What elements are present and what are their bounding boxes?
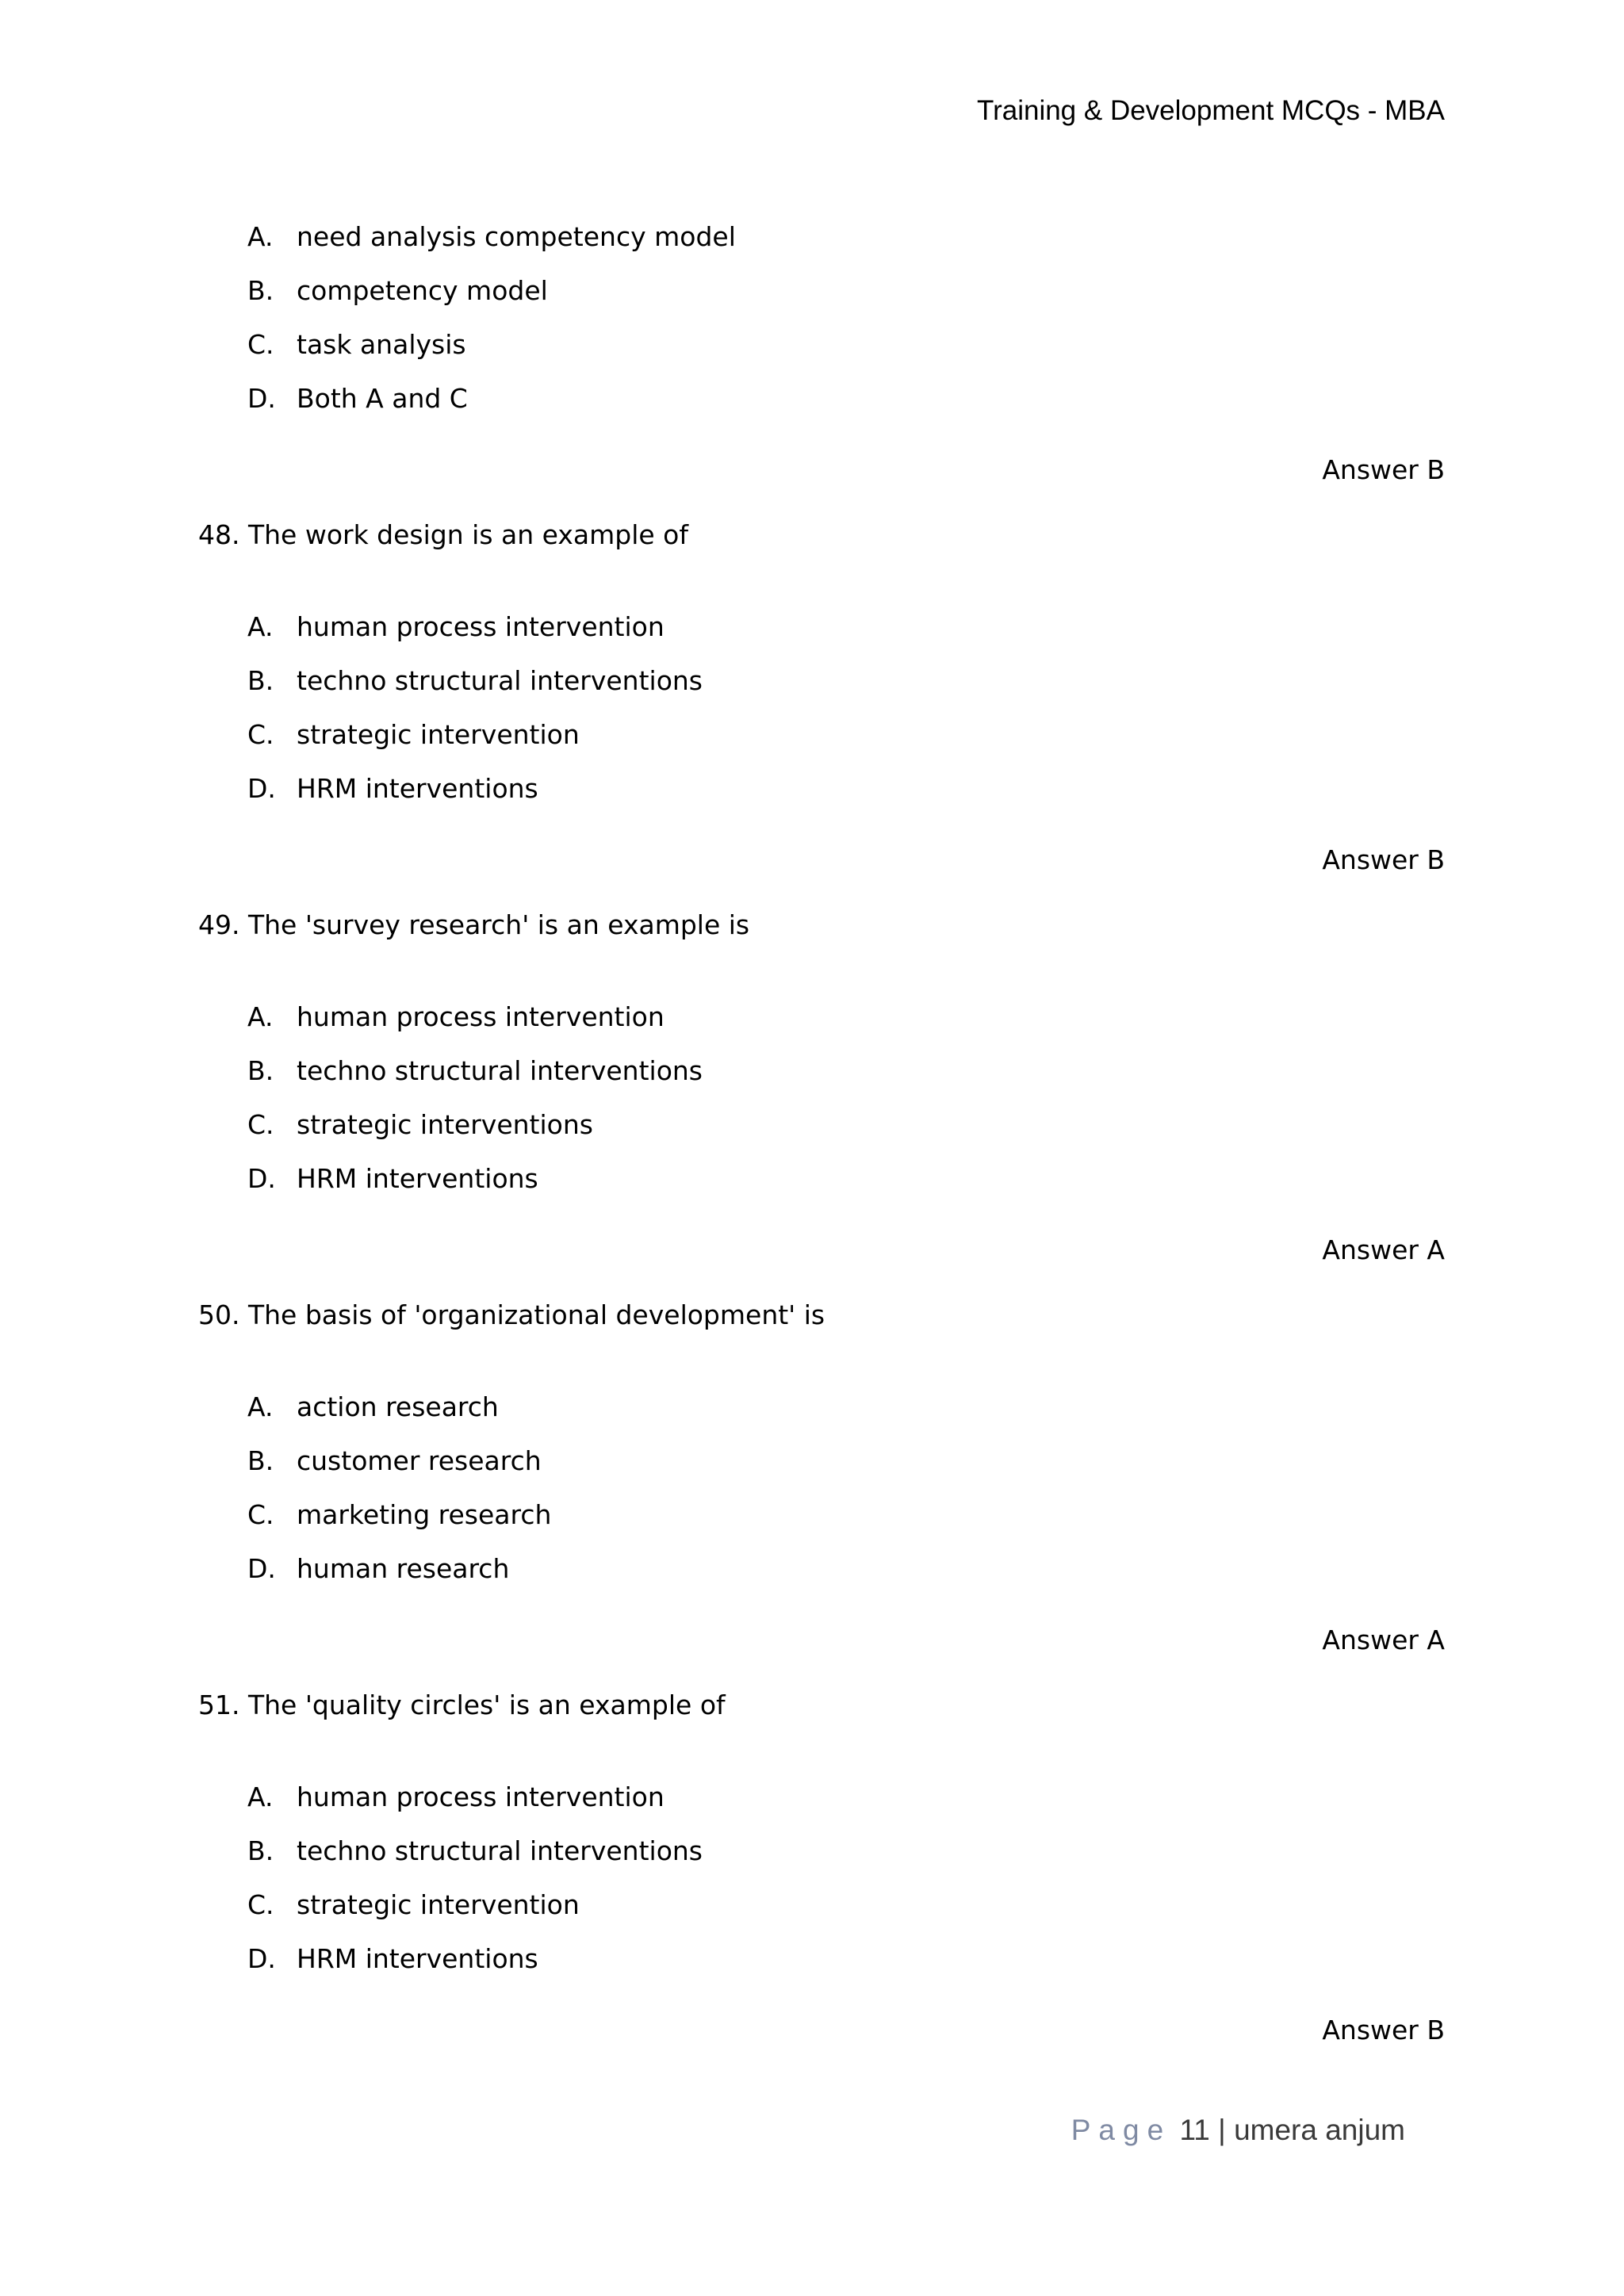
option-text: techno structural interventions [297, 665, 703, 696]
option-text: need analysis competency model [297, 221, 736, 252]
option-letter: A. [247, 611, 274, 642]
option-item [198, 1887, 1445, 1941]
option-text: Both A and C [297, 383, 468, 414]
question-text: 50. The basis of 'organizational development' is [198, 1299, 825, 1330]
option-item [198, 1551, 1445, 1605]
option-item [198, 717, 1445, 771]
option-text: techno structural interventions [297, 1055, 703, 1086]
option-letter: D. [247, 1163, 276, 1194]
option-letter: B. [247, 275, 274, 306]
question-block [198, 219, 1445, 517]
option-item [198, 609, 1445, 663]
answer-line: Answer B [1322, 844, 1445, 875]
answer-line: Answer B [1322, 2015, 1445, 2045]
option-letter: B. [247, 665, 274, 696]
option-text: customer research [297, 1445, 542, 1476]
option-text: marketing research [297, 1499, 552, 1530]
option-text: techno structural interventions [297, 1835, 703, 1866]
question-block [198, 517, 1445, 907]
question-text: 48. The work design is an example of [198, 519, 688, 550]
question-block [198, 1297, 1445, 1687]
option-letter: B. [247, 1055, 274, 1086]
question-block [198, 907, 1445, 1297]
option-text: action research [297, 1391, 499, 1422]
option-letter: D. [247, 1553, 276, 1584]
answer-line: Answer A [1322, 1624, 1445, 1655]
option-item [198, 1161, 1445, 1215]
page-header [977, 95, 1445, 127]
option-letter: D. [247, 773, 276, 804]
option-item [198, 1941, 1445, 1995]
option-item [198, 1053, 1445, 1107]
option-letter: B. [247, 1445, 274, 1476]
option-text: HRM interventions [297, 1943, 538, 1974]
option-text: human research [297, 1553, 510, 1584]
options-list [198, 219, 1445, 434]
option-text: strategic interventions [297, 1109, 593, 1140]
option-text: strategic intervention [297, 1889, 580, 1920]
answer-line: Answer B [1322, 454, 1445, 485]
option-item [198, 381, 1445, 434]
option-letter: A. [247, 221, 274, 252]
answer-line: Answer A [1322, 1234, 1445, 1265]
option-text: human process intervention [297, 611, 665, 642]
option-item [198, 663, 1445, 717]
option-letter: C. [247, 329, 274, 360]
document-title: Training & Development MCQs - MBA [977, 95, 1445, 126]
option-letter: A. [247, 1001, 274, 1032]
page-number: 11 [1179, 2114, 1210, 2146]
option-item [198, 327, 1445, 381]
question-text: 51. The 'quality circles' is an example of [198, 1689, 726, 1720]
option-text: competency model [297, 275, 548, 306]
option-item [198, 219, 1445, 273]
option-letter: C. [247, 719, 274, 750]
option-letter: A. [247, 1391, 274, 1422]
option-letter: D. [247, 383, 276, 414]
option-item [198, 1779, 1445, 1833]
option-letter: C. [247, 1889, 274, 1920]
option-text: task analysis [297, 329, 466, 360]
options-list [198, 609, 1445, 825]
options-list [198, 999, 1445, 1215]
option-item [198, 1107, 1445, 1161]
option-letter: D. [247, 1943, 276, 1974]
option-item [198, 273, 1445, 327]
page-label: Page [1071, 2114, 1172, 2146]
option-text: HRM interventions [297, 1163, 538, 1194]
question-text: 49. The 'survey research' is an example is [198, 909, 750, 940]
option-item [198, 1443, 1445, 1497]
author-name: umera anjum [1234, 2114, 1405, 2146]
option-item [198, 771, 1445, 825]
options-list [198, 1779, 1445, 1995]
option-text: HRM interventions [297, 773, 538, 804]
footer-separator: | [1218, 2114, 1226, 2146]
option-item [198, 1389, 1445, 1443]
option-letter: C. [247, 1499, 274, 1530]
option-item [198, 1833, 1445, 1887]
page-footer [1071, 2114, 1405, 2147]
option-text: human process intervention [297, 1781, 665, 1812]
option-letter: B. [247, 1835, 274, 1866]
option-letter: C. [247, 1109, 274, 1140]
option-letter: A. [247, 1781, 274, 1812]
option-text: human process intervention [297, 1001, 665, 1032]
option-item [198, 999, 1445, 1053]
options-list [198, 1389, 1445, 1605]
question-list [198, 219, 1445, 2077]
question-block [198, 1687, 1445, 2077]
option-item [198, 1497, 1445, 1551]
option-text: strategic intervention [297, 719, 580, 750]
